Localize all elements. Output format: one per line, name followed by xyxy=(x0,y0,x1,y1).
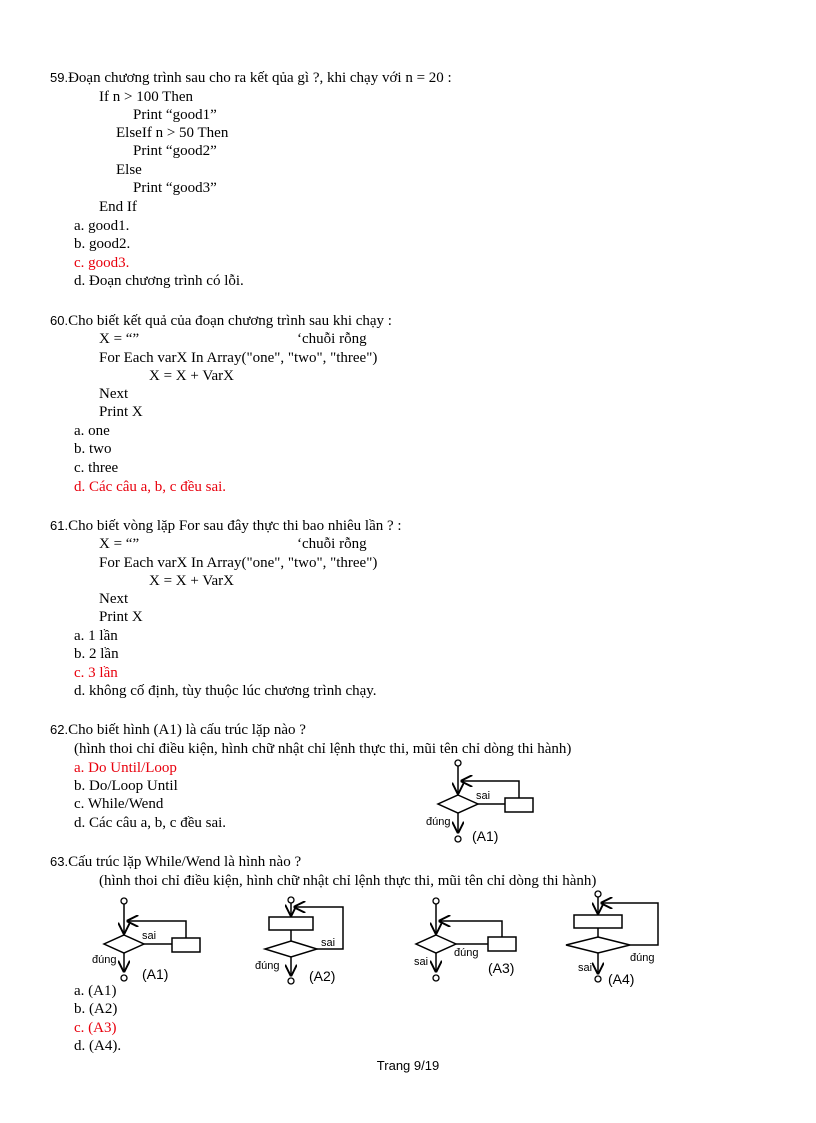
q63-figure-a3 xyxy=(398,893,528,988)
q62-note: (hình thoi chỉ điều kiện, hình chữ nhật chỉ lệnh thực thi, mũi tên chỉ dòng thi hành) xyxy=(74,741,572,757)
q59-option-b: b. good2. xyxy=(74,236,131,252)
q60-option-b: b. two xyxy=(74,441,112,457)
q59-code-3: ElseIf n > 50 Then xyxy=(116,125,229,141)
q60-code-3: X = X + VarX xyxy=(149,368,234,384)
q59-number: 59. xyxy=(50,70,69,85)
a4-label-2: sai xyxy=(578,962,593,974)
q59-option-c-answer: c. good3. xyxy=(74,255,130,271)
q59-code-7: End If xyxy=(99,199,137,215)
q62-false-label: sai xyxy=(476,790,491,802)
q60-option-a: a. one xyxy=(74,423,110,439)
q61-code-5: Print X xyxy=(99,609,143,625)
q61-option-a: a. 1 lần xyxy=(74,628,118,644)
a3-label-2: sai xyxy=(414,956,429,968)
q59-code-1: If n > 100 Then xyxy=(99,89,193,105)
q61-code-comment: ‘chuỗi rỗng xyxy=(297,536,367,552)
q63-note: (hình thoi chỉ điều kiện, hình chữ nhật chỉ lệnh thực thi, mũi tên chỉ dòng thi hành) xyxy=(99,873,597,889)
condition-diamond xyxy=(438,795,478,813)
q63-option-c-answer: c. (A3) xyxy=(74,1020,117,1036)
q61-number: 61. xyxy=(50,518,69,533)
q61-code-3: X = X + VarX xyxy=(149,573,234,589)
q62-option-b: b. Do/Loop Until xyxy=(74,778,178,794)
q63-option-a: a. (A1) xyxy=(74,983,117,999)
a4-figure-name: (A4) xyxy=(608,971,635,987)
q63-figure-a4 xyxy=(560,889,685,989)
q62-option-d: d. Các câu a, b, c đều sai. xyxy=(74,815,227,831)
q60-code-5: Print X xyxy=(99,404,143,420)
q59-option-a: a. good1. xyxy=(74,218,130,234)
q61-code-4: Next xyxy=(99,591,129,607)
q61-option-b: b. 2 lần xyxy=(74,646,119,662)
q60-code-1: X = “” xyxy=(99,331,140,347)
q61-title: 61.Cho biết vòng lặp For sau đây thực thi bao nhiêu lần ? : xyxy=(50,518,402,534)
a3-figure-name: (A3) xyxy=(488,960,515,976)
q60-option-c: c. three xyxy=(74,460,119,476)
q59-code-2: Print “good1” xyxy=(133,107,217,123)
q63-option-b: b. (A2) xyxy=(74,1001,118,1017)
q60-title: 60.Cho biết kết quả của đoạn chương trình sau khi chạy : xyxy=(50,313,392,329)
q63-title: 63.Cấu trúc lặp While/Wend là hình nào ? xyxy=(50,854,302,870)
statement-box xyxy=(505,798,533,812)
q59-code-4: Print “good2” xyxy=(133,143,217,159)
q62-title: 62.Cho biết hình (A1) là cấu trúc lặp nào ? xyxy=(50,722,306,738)
q63-option-d: d. (A4). xyxy=(74,1038,122,1054)
a2-label-1: sai xyxy=(321,937,336,949)
q61-code-1: X = “” xyxy=(99,536,140,552)
q62-figure-name: (A1) xyxy=(472,828,499,844)
a1-label-2: đúng xyxy=(92,954,117,966)
q59-option-d: d. Đoạn chương trình có lỗi. xyxy=(74,273,244,289)
q60-option-d-answer: d. Các câu a, b, c đều sai. xyxy=(74,479,227,495)
q61-code-2: For Each varX In Array("one", "two", "three") xyxy=(99,555,378,571)
page-footer: Trang 9/19 xyxy=(376,1058,440,1073)
q59-code-6: Print “good3” xyxy=(133,180,217,196)
q63-figure-a2 xyxy=(255,893,380,988)
q61-option-c-answer: c. 3 lần xyxy=(74,665,118,681)
a3-label-1: đúng xyxy=(454,947,479,959)
q62-option-c: c. While/Wend xyxy=(74,796,164,812)
q61-option-d: d. không cố định, tùy thuộc lúc chương trình chạy. xyxy=(74,683,377,699)
q62-option-a-answer: a. Do Until/Loop xyxy=(74,760,177,776)
q60-code-4: Next xyxy=(99,386,129,402)
q59-code-5: Else xyxy=(116,162,142,178)
a4-label-1: đúng xyxy=(630,952,655,964)
q62-flowchart-a1 xyxy=(410,755,550,850)
a2-figure-name: (A2) xyxy=(309,968,336,984)
q60-code-comment: ‘chuỗi rỗng xyxy=(297,331,367,347)
a1-figure-name: (A1) xyxy=(142,966,169,982)
a1-label-1: sai xyxy=(142,930,157,942)
q62-true-label: đúng xyxy=(426,816,451,828)
q62-number: 62. xyxy=(50,722,69,737)
q60-number: 60. xyxy=(50,313,69,328)
q60-code-2: For Each varX In Array("one", "two", "three") xyxy=(99,350,378,366)
q59-title: 59.Đoạn chương trình sau cho ra kết qủa gì ?, khi chạy với n = 20 : xyxy=(50,70,452,86)
q63-number: 63. xyxy=(50,854,69,869)
a2-label-2: đúng xyxy=(255,960,280,972)
q63-figure-a1 xyxy=(86,893,211,988)
